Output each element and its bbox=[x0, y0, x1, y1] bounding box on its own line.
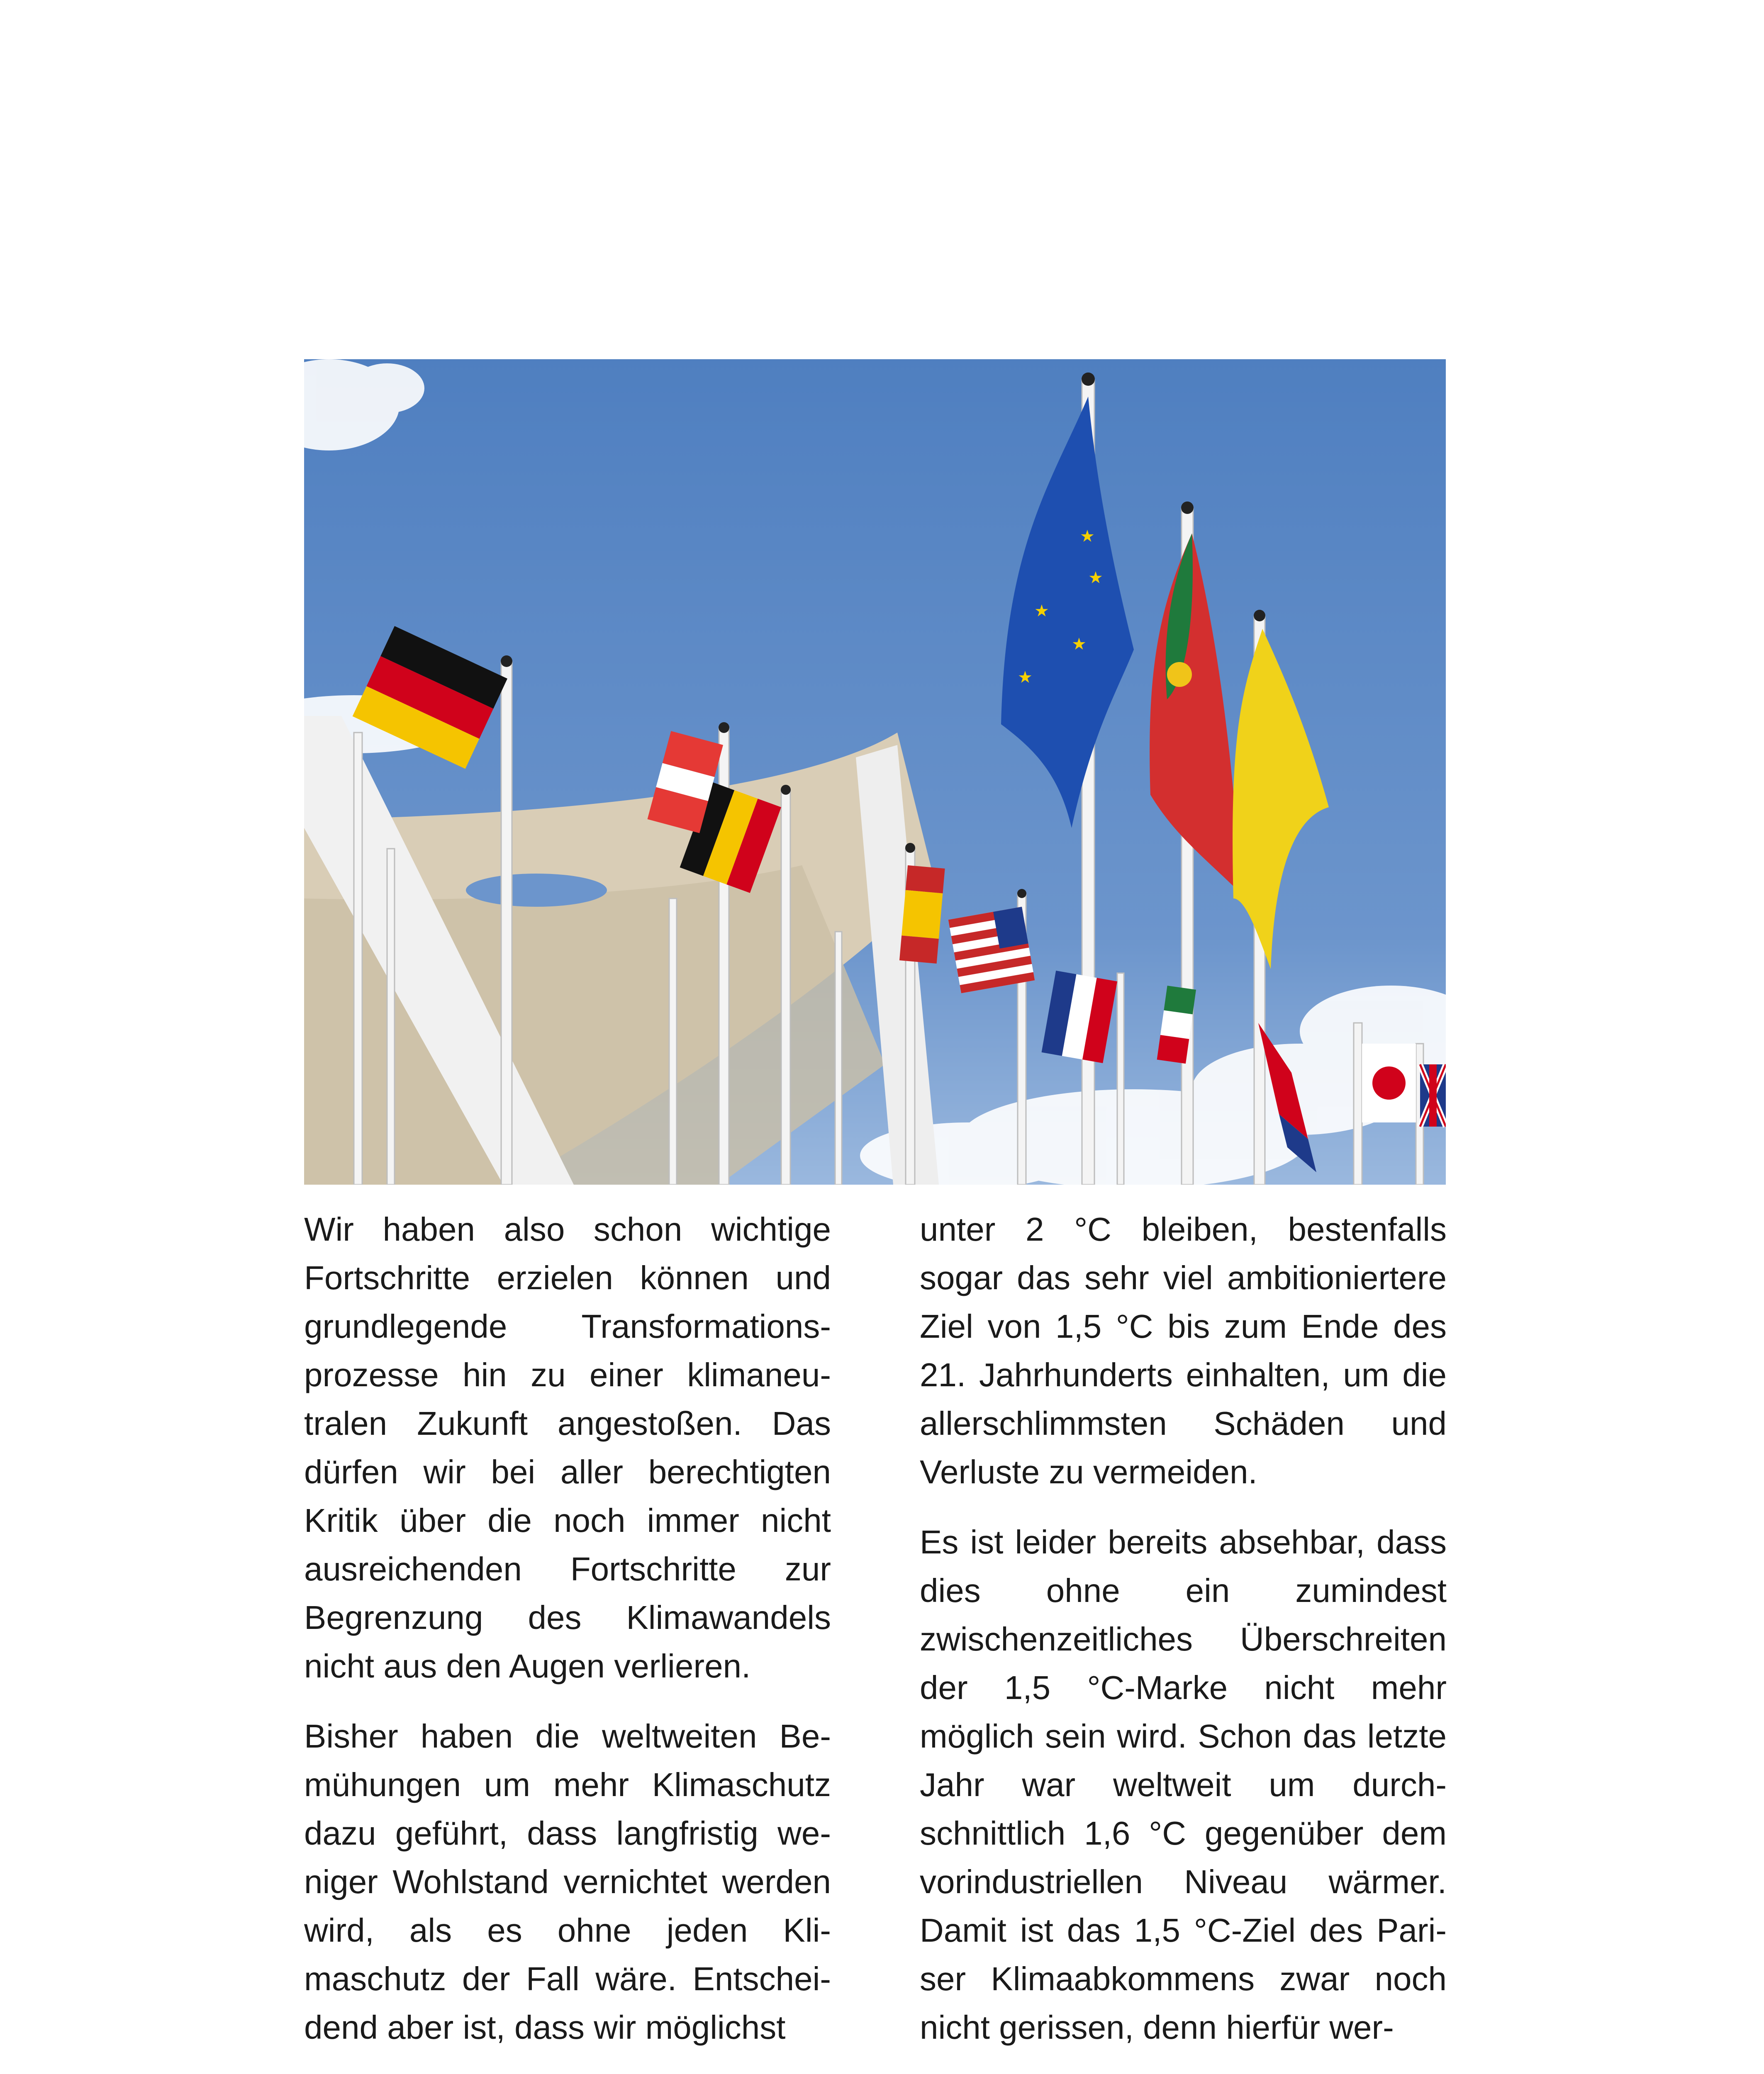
svg-text:★: ★ bbox=[1088, 568, 1103, 587]
svg-text:★: ★ bbox=[1018, 668, 1033, 687]
paragraph: Es ist leider bereits absehbar, dass dies ohne ein zumindest zwischenzeitliches Überschreiten der 1,5 °C-Marke nicht mehr möglich sein wird. Schon das letzte Jahr war weltweit um durchschnittlich 1,6 °C gegenüber dem vorindustriellen Niveau wärmer. Damit ist das 1,5 °C-Ziel des Pariser Klimaabkommens zwar noch nicht gerissen, denn hierfür wer- bbox=[920, 1524, 1447, 2046]
svg-text:★: ★ bbox=[1034, 601, 1049, 621]
text-column-right bbox=[920, 1205, 1447, 2073]
paragraph: Bisher haben die weltweiten Bemühungen um mehr Klimaschutz dazu geführt, dass langfristig weniger Wohlstand vernichtet werden wird, als es ohne jeden Klimaschutz der Fall wäre. Entscheidend aber ist, dass wir möglichst bbox=[304, 1718, 831, 2046]
text-column-left bbox=[304, 1205, 831, 2073]
paragraph: unter 2 °C bleiben, bestenfalls sogar das sehr viel ambitioniertere Ziel von 1,5 °C bis zum Ende des 21. Jahrhunderts einhalten, um die allerschlimmsten Schäden und Verluste zu vermeiden. bbox=[920, 1211, 1447, 1490]
svg-text:★: ★ bbox=[1080, 527, 1095, 546]
flags-photo bbox=[304, 359, 1446, 1185]
paragraph: Wir haben also schon wichtige Fortschritte erzielen können und grundlegende Transformationsprozesse hin zu einer klimaneutralen Zukunft angestoßen. Das dürfen wir bei aller berechtigten Kritik über die noch immer nicht ausreichenden Fortschritte zur Begrenzung des Klimawandels nicht aus den Augen verlieren. bbox=[304, 1211, 831, 1685]
svg-text:★: ★ bbox=[1072, 635, 1087, 654]
